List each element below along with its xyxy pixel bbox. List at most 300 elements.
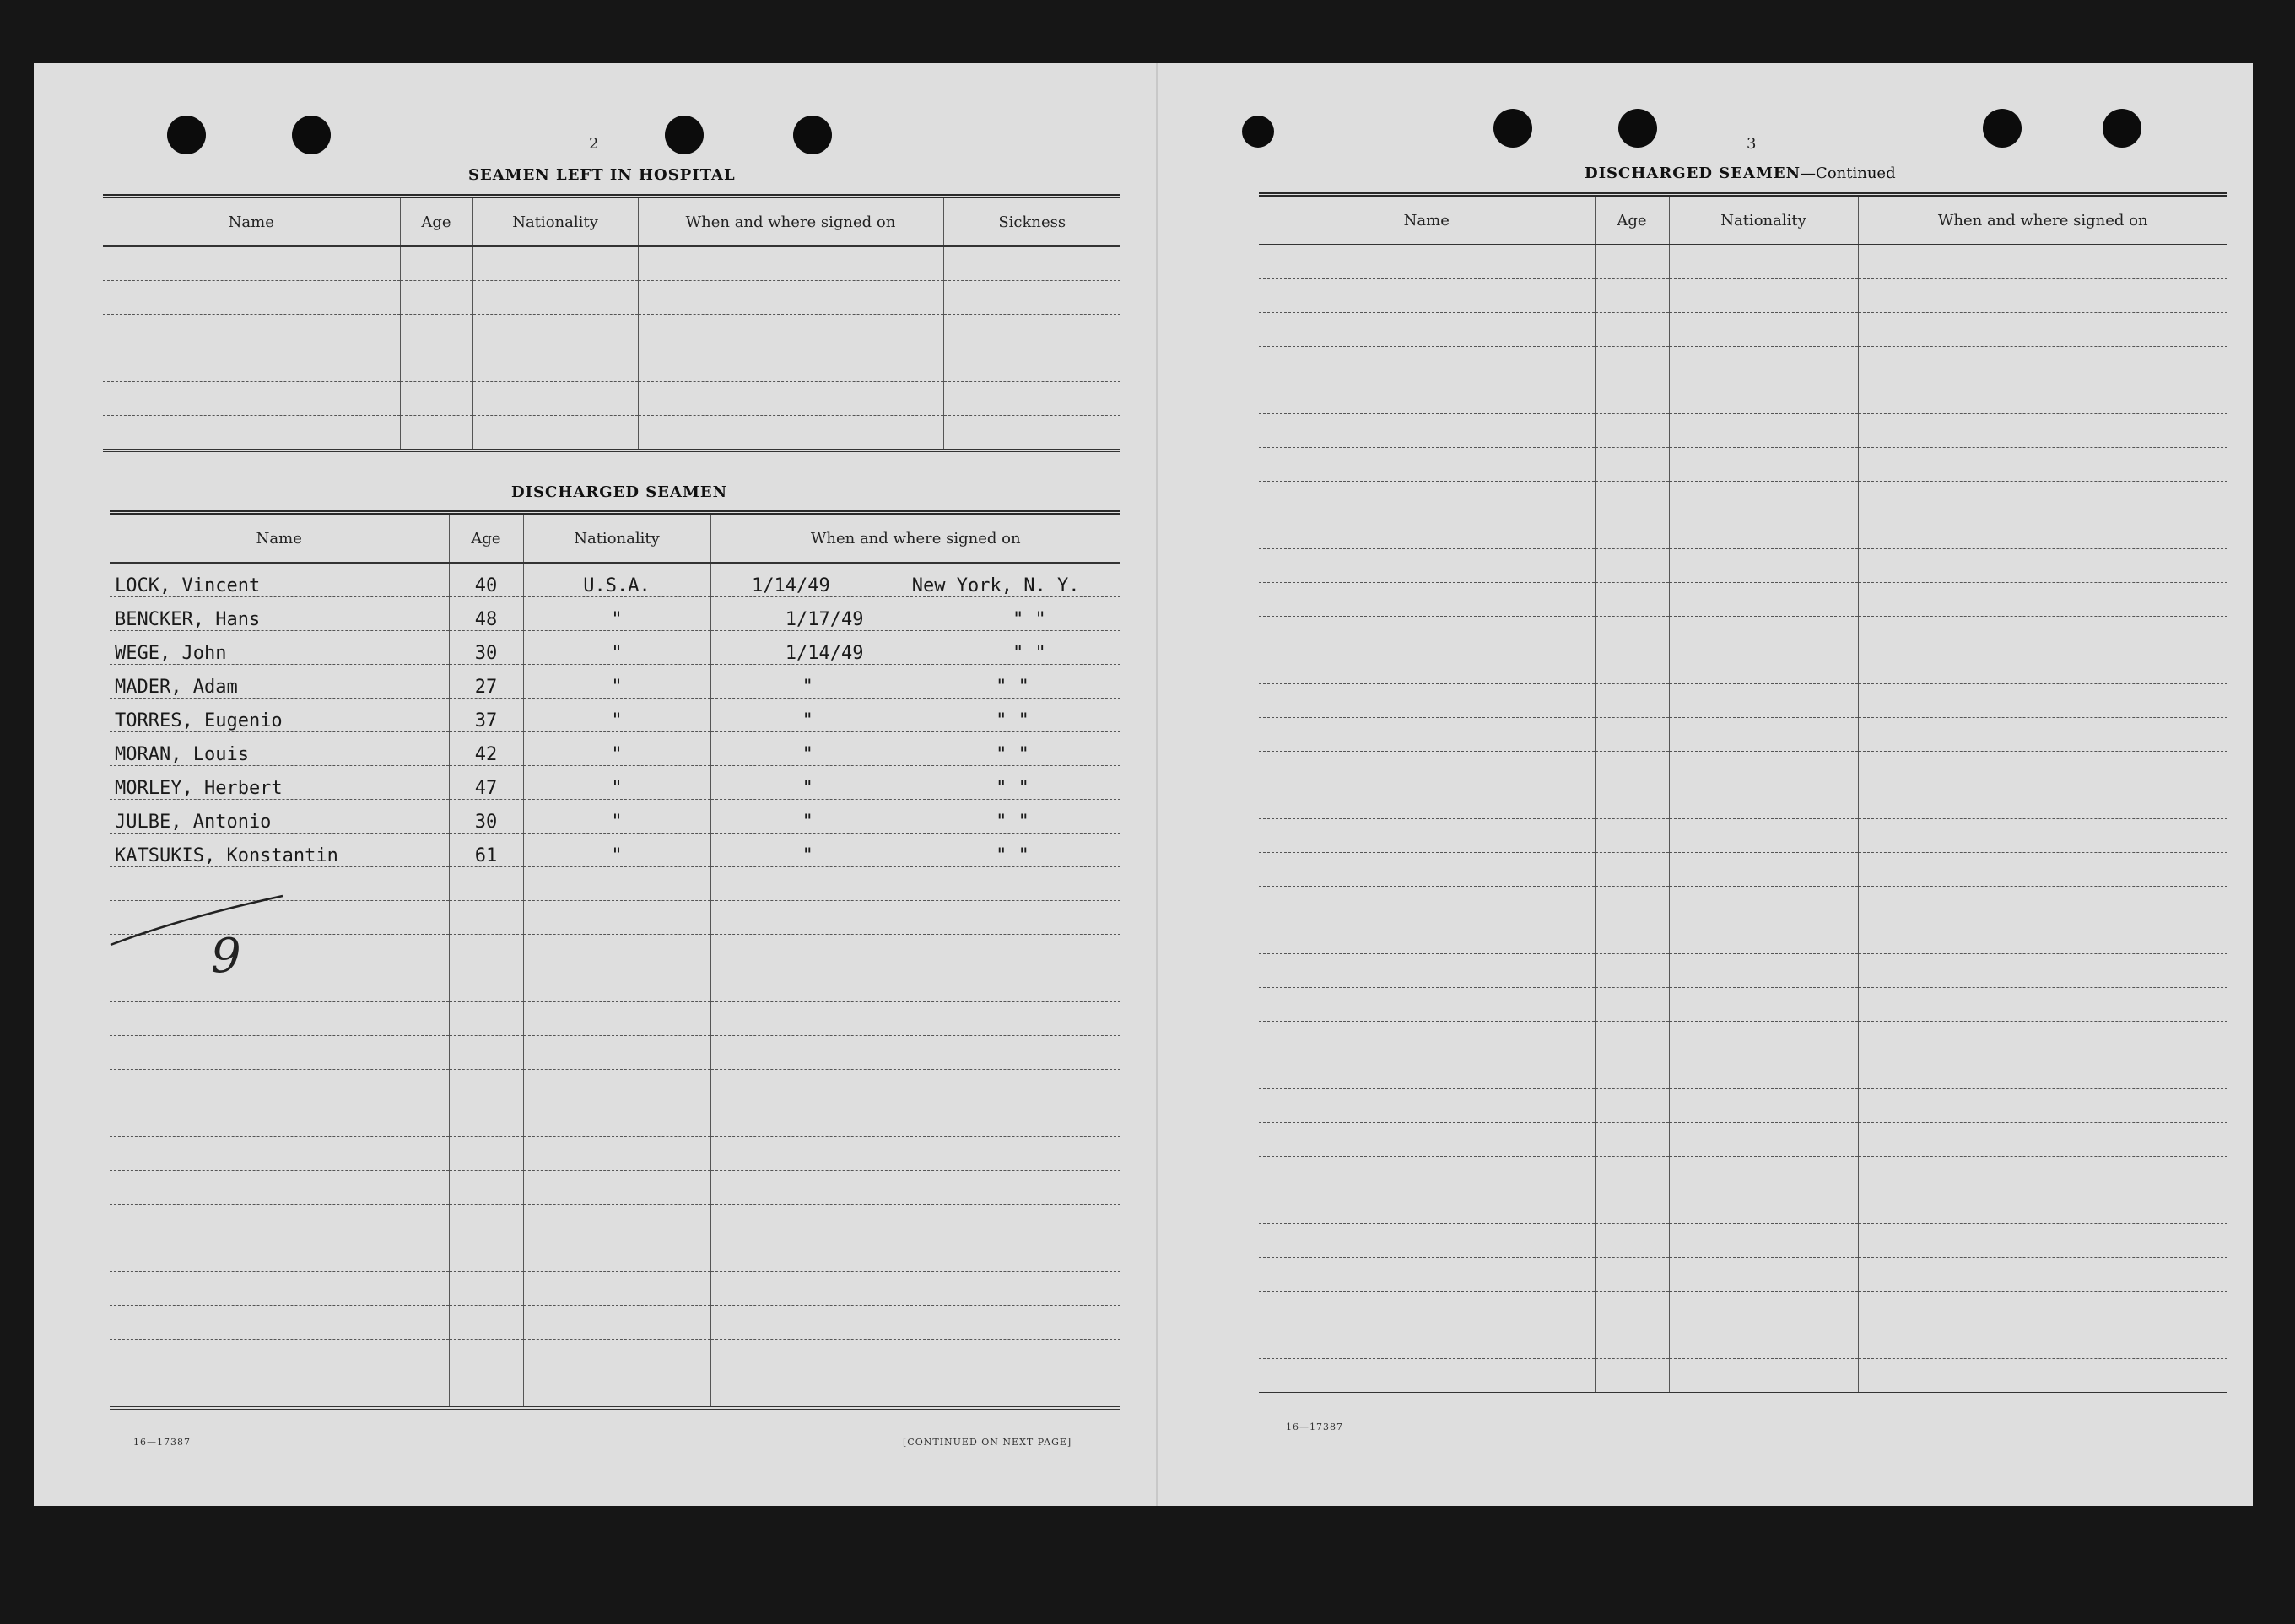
blank-cell (400, 246, 472, 281)
signed-on-place: " " (996, 677, 1029, 698)
blank-cell (449, 1070, 523, 1103)
blank-cell (1669, 1157, 1858, 1190)
signed-on-cell (710, 597, 1120, 631)
blank-cell (1858, 549, 2228, 583)
blank-cell (1669, 380, 1858, 414)
blank-cell (523, 867, 710, 901)
seaman-nationality: " (523, 665, 710, 699)
blank-cell (1595, 752, 1669, 785)
blank-row (110, 1340, 1120, 1373)
signed-on-cell (710, 699, 1120, 732)
continued-header-row (1259, 195, 2228, 245)
hospital-title: SEAMEN LEFT IN HOSPITAL (468, 166, 736, 184)
blank-cell (110, 1205, 449, 1238)
seaman-nationality: " (523, 800, 710, 834)
signed-on-date: " (802, 744, 813, 765)
blank-cell (1259, 887, 1595, 920)
blank-cell (1669, 1190, 1858, 1224)
blank-cell (449, 1002, 523, 1036)
blank-cell (1259, 785, 1595, 819)
left-page (34, 63, 1156, 1506)
seaman-nationality: " (523, 597, 710, 631)
blank-cell (523, 1103, 710, 1137)
blank-cell (1669, 1258, 1858, 1292)
blank-row (1259, 313, 2228, 347)
blank-cell (710, 1306, 1120, 1340)
blank-cell (1858, 954, 2228, 988)
blank-cell (449, 1306, 523, 1340)
blank-row (110, 1103, 1120, 1137)
blank-cell (1669, 853, 1858, 887)
blank-cell (449, 1171, 523, 1205)
blank-cell (1259, 1359, 1595, 1395)
blank-row (1259, 1055, 2228, 1089)
blank-cell (472, 348, 638, 382)
signed-on-cell (710, 800, 1120, 834)
blank-cell (1858, 313, 2228, 347)
blank-cell (1595, 245, 1669, 279)
blank-cell (1858, 718, 2228, 752)
blank-cell (449, 867, 523, 901)
blank-cell (1669, 1359, 1858, 1395)
col-signed-on-header: When and where signed on (710, 513, 1120, 564)
blank-cell (1595, 617, 1669, 650)
right-page (1156, 63, 2253, 1506)
blank-cell (1259, 684, 1595, 718)
blank-cell (523, 1205, 710, 1238)
seaman-nationality: " (523, 699, 710, 732)
blank-cell (110, 1306, 449, 1340)
signed-on-cell (710, 834, 1120, 867)
blank-cell (1595, 920, 1669, 954)
signed-on-split (711, 575, 1121, 596)
blank-row (1259, 988, 2228, 1022)
blank-row (1259, 954, 2228, 988)
signed-on-split (711, 845, 1121, 866)
blank-row (1259, 819, 2228, 853)
blank-cell (1259, 313, 1595, 347)
signed-on-cell (710, 732, 1120, 766)
blank-cell (1669, 515, 1858, 549)
continued-title-suffix: —Continued (1801, 165, 1896, 182)
signed-on-place: " " (1012, 643, 1046, 664)
blank-row (103, 246, 1120, 281)
blank-cell (1259, 1157, 1595, 1190)
col-signed-on-header: When and where signed on (1858, 195, 2228, 245)
signed-on-cell (710, 766, 1120, 800)
blank-cell (1259, 1055, 1595, 1089)
blank-row (103, 348, 1120, 382)
blank-cell (1259, 515, 1595, 549)
blank-cell (400, 382, 472, 416)
blank-cell (1259, 380, 1595, 414)
blank-cell (1669, 785, 1858, 819)
signed-on-cell (710, 665, 1120, 699)
blank-cell (1858, 819, 2228, 853)
seaman-nationality: " (523, 631, 710, 665)
blank-cell (1669, 1292, 1858, 1325)
blank-cell (943, 246, 1120, 281)
blank-cell (449, 1373, 523, 1409)
seaman-age: 27 (449, 665, 523, 699)
blank-cell (1259, 1325, 1595, 1359)
table-row (110, 834, 1120, 867)
blank-cell (1858, 347, 2228, 380)
table-row (110, 699, 1120, 732)
blank-cell (103, 416, 400, 451)
blank-cell (1595, 414, 1669, 448)
seaman-nationality: " (523, 732, 710, 766)
blank-cell (638, 315, 943, 348)
seaman-name: BENCKER, Hans (110, 597, 449, 631)
blank-cell (523, 1272, 710, 1306)
blank-row (110, 1272, 1120, 1306)
blank-row (1259, 245, 2228, 279)
blank-row (110, 1171, 1120, 1205)
blank-cell (1858, 853, 2228, 887)
blank-cell (449, 1036, 523, 1070)
seaman-name: TORRES, Eugenio (110, 699, 449, 732)
blank-cell (1595, 448, 1669, 482)
blank-cell (1669, 549, 1858, 583)
col-sickness-header: Sickness (943, 197, 1120, 247)
blank-cell (1669, 920, 1858, 954)
blank-cell (1595, 718, 1669, 752)
blank-cell (1858, 1123, 2228, 1157)
blank-cell (1669, 1022, 1858, 1055)
seaman-age: 48 (449, 597, 523, 631)
signed-on-date: 1/14/49 (752, 575, 830, 596)
blank-cell (1858, 887, 2228, 920)
blank-cell (710, 1272, 1120, 1306)
blank-row (1259, 718, 2228, 752)
seaman-name: LOCK, Vincent (110, 563, 449, 597)
blank-cell (1669, 819, 1858, 853)
blank-row (110, 1205, 1120, 1238)
blank-cell (1259, 1089, 1595, 1123)
blank-cell (523, 1070, 710, 1103)
blank-cell (1858, 1325, 2228, 1359)
blank-cell (523, 1002, 710, 1036)
seaman-name: WEGE, John (110, 631, 449, 665)
blank-cell (1595, 1292, 1669, 1325)
hospital-header-row (103, 197, 1120, 247)
table-row (110, 597, 1120, 631)
blank-cell (638, 416, 943, 451)
blank-cell (1595, 1258, 1669, 1292)
seaman-name: MORLEY, Herbert (110, 766, 449, 800)
seaman-name: MADER, Adam (110, 665, 449, 699)
blank-cell (103, 382, 400, 416)
blank-row (1259, 1157, 2228, 1190)
blank-cell (1858, 988, 2228, 1022)
col-age-header: Age (400, 197, 472, 247)
blank-cell (472, 315, 638, 348)
blank-row (103, 382, 1120, 416)
blank-cell (1858, 515, 2228, 549)
blank-cell (472, 281, 638, 315)
blank-cell (638, 382, 943, 416)
seaman-age: 30 (449, 631, 523, 665)
blank-cell (1259, 448, 1595, 482)
blank-cell (1595, 853, 1669, 887)
blank-cell (1858, 1292, 2228, 1325)
blank-cell (1858, 279, 2228, 313)
blank-cell (1858, 650, 2228, 684)
blank-cell (1858, 448, 2228, 482)
blank-cell (1595, 347, 1669, 380)
blank-cell (1595, 650, 1669, 684)
blank-row (1259, 1123, 2228, 1157)
blank-cell (1595, 1055, 1669, 1089)
blank-row (103, 416, 1120, 451)
blank-cell (1858, 1224, 2228, 1258)
col-name-header: Name (110, 513, 449, 564)
blank-cell (449, 1238, 523, 1272)
blank-row (103, 281, 1120, 315)
blank-row (110, 1373, 1120, 1409)
blank-row (1259, 279, 2228, 313)
blank-cell (400, 416, 472, 451)
blank-row (110, 1002, 1120, 1036)
blank-row (1259, 1359, 2228, 1395)
blank-cell (1595, 515, 1669, 549)
blank-cell (638, 281, 943, 315)
continued-title-main: DISCHARGED SEAMEN (1585, 165, 1801, 182)
blank-row (103, 315, 1120, 348)
blank-cell (1858, 785, 2228, 819)
blank-row (110, 1036, 1120, 1070)
blank-cell (943, 348, 1120, 382)
blank-cell (1259, 1258, 1595, 1292)
signed-on-split (711, 812, 1121, 833)
blank-row (1259, 1022, 2228, 1055)
blank-row (1259, 347, 2228, 380)
table-row (110, 563, 1120, 597)
blank-cell (1595, 988, 1669, 1022)
col-nationality-header: Nationality (1669, 195, 1858, 245)
blank-cell (638, 348, 943, 382)
blank-cell (1595, 1224, 1669, 1258)
blank-cell (1259, 549, 1595, 583)
seaman-age: 61 (449, 834, 523, 867)
blank-cell (1858, 1157, 2228, 1190)
blank-cell (1595, 954, 1669, 988)
blank-cell (1669, 414, 1858, 448)
blank-cell (1595, 1089, 1669, 1123)
blank-cell (710, 867, 1120, 901)
signed-on-place: " " (996, 710, 1029, 731)
seaman-age: 47 (449, 766, 523, 800)
blank-row (1259, 448, 2228, 482)
blank-cell (1669, 1325, 1858, 1359)
blank-cell (710, 1171, 1120, 1205)
blank-row (1259, 1258, 2228, 1292)
blank-cell (710, 1002, 1120, 1036)
blank-cell (710, 1340, 1120, 1373)
blank-cell (1595, 549, 1669, 583)
discharged-header-row (110, 513, 1120, 564)
table-row (110, 631, 1120, 665)
blank-cell (1595, 1157, 1669, 1190)
blank-cell (1669, 650, 1858, 684)
blank-cell (449, 968, 523, 1002)
blank-cell (1259, 954, 1595, 988)
blank-row (1259, 1224, 2228, 1258)
continued-note: [CONTINUED ON NEXT PAGE] (903, 1437, 1072, 1448)
signed-on-date: " (802, 778, 813, 799)
blank-cell (1669, 1055, 1858, 1089)
blank-cell (943, 315, 1120, 348)
blank-cell (638, 246, 943, 281)
blank-cell (1595, 684, 1669, 718)
blank-cell (710, 935, 1120, 968)
blank-cell (1858, 1190, 2228, 1224)
blank-cell (449, 1137, 523, 1171)
blank-cell (1595, 1123, 1669, 1157)
signed-on-split (711, 677, 1121, 698)
blank-cell (943, 382, 1120, 416)
seaman-name: MORAN, Louis (110, 732, 449, 766)
blank-row (1259, 414, 2228, 448)
seaman-name: KATSUKIS, Konstantin (110, 834, 449, 867)
blank-cell (1858, 684, 2228, 718)
signed-on-split (711, 744, 1121, 765)
blank-cell (1259, 752, 1595, 785)
blank-cell (1858, 1022, 2228, 1055)
blank-cell (1595, 819, 1669, 853)
blank-cell (1858, 617, 2228, 650)
handwritten-tally-mark (105, 886, 300, 979)
blank-cell (710, 1137, 1120, 1171)
blank-cell (943, 281, 1120, 315)
blank-row (1259, 650, 2228, 684)
blank-cell (523, 968, 710, 1002)
blank-cell (710, 1103, 1120, 1137)
blank-cell (523, 1306, 710, 1340)
blank-row (1259, 380, 2228, 414)
signed-on-split (711, 778, 1121, 799)
blank-cell (110, 1137, 449, 1171)
signed-on-date: " (802, 845, 813, 866)
blank-cell (110, 1340, 449, 1373)
table-row (110, 766, 1120, 800)
signed-on-cell (710, 631, 1120, 665)
blank-cell (523, 1036, 710, 1070)
seaman-age: 40 (449, 563, 523, 597)
blank-cell (1595, 1022, 1669, 1055)
blank-cell (1858, 1055, 2228, 1089)
blank-cell (1858, 583, 2228, 617)
blank-cell (710, 1205, 1120, 1238)
blank-row (1259, 684, 2228, 718)
blank-cell (1259, 1224, 1595, 1258)
table-row (110, 665, 1120, 699)
blank-row (1259, 887, 2228, 920)
signed-on-place: " " (996, 845, 1029, 866)
blank-cell (1858, 920, 2228, 954)
blank-cell (1669, 448, 1858, 482)
blank-cell (110, 1036, 449, 1070)
blank-cell (1595, 1325, 1669, 1359)
blank-cell (710, 1373, 1120, 1409)
blank-cell (1669, 245, 1858, 279)
hospital-table (103, 194, 1120, 452)
blank-cell (710, 968, 1120, 1002)
blank-row (1259, 482, 2228, 515)
blank-cell (1669, 887, 1858, 920)
blank-cell (110, 1171, 449, 1205)
seaman-nationality: " (523, 766, 710, 800)
blank-cell (449, 935, 523, 968)
blank-cell (1259, 1190, 1595, 1224)
signed-on-split (711, 710, 1121, 731)
signed-on-cell (710, 563, 1120, 597)
blank-cell (103, 348, 400, 382)
blank-cell (1669, 1089, 1858, 1123)
blank-cell (103, 281, 400, 315)
blank-cell (1259, 245, 1595, 279)
blank-cell (1595, 785, 1669, 819)
blank-row (1259, 920, 2228, 954)
blank-row (110, 1306, 1120, 1340)
blank-row (1259, 583, 2228, 617)
blank-cell (110, 1070, 449, 1103)
blank-cell (1669, 684, 1858, 718)
blank-cell (523, 901, 710, 935)
blank-cell (1669, 1123, 1858, 1157)
seaman-nationality: U.S.A. (523, 563, 710, 597)
blank-cell (523, 1238, 710, 1272)
blank-cell (1595, 887, 1669, 920)
blank-cell (449, 1205, 523, 1238)
blank-cell (1259, 617, 1595, 650)
blank-cell (1259, 1292, 1595, 1325)
signed-on-date: " (802, 710, 813, 731)
blank-cell (1858, 414, 2228, 448)
blank-cell (472, 416, 638, 451)
blank-cell (523, 935, 710, 968)
page-number: 3 (1747, 135, 1757, 153)
page-number: 2 (589, 135, 599, 153)
signed-on-place: " " (1012, 609, 1046, 630)
col-name-header: Name (103, 197, 400, 247)
seaman-nationality: " (523, 834, 710, 867)
blank-cell (1595, 313, 1669, 347)
blank-cell (1858, 482, 2228, 515)
blank-cell (110, 1373, 449, 1409)
signed-on-date: " (802, 812, 813, 833)
blank-row (1259, 1089, 2228, 1123)
blank-cell (1669, 718, 1858, 752)
blank-cell (449, 1272, 523, 1306)
blank-cell (110, 1002, 449, 1036)
col-age-header: Age (449, 513, 523, 564)
blank-cell (400, 315, 472, 348)
blank-cell (472, 246, 638, 281)
blank-cell (449, 901, 523, 935)
blank-cell (1858, 245, 2228, 279)
blank-row (1259, 1190, 2228, 1224)
blank-cell (1259, 920, 1595, 954)
blank-row (110, 1137, 1120, 1171)
blank-cell (710, 1036, 1120, 1070)
seaman-name: JULBE, Antonio (110, 800, 449, 834)
blank-cell (1669, 954, 1858, 988)
blank-cell (110, 1272, 449, 1306)
blank-cell (523, 1373, 710, 1409)
blank-cell (1669, 347, 1858, 380)
